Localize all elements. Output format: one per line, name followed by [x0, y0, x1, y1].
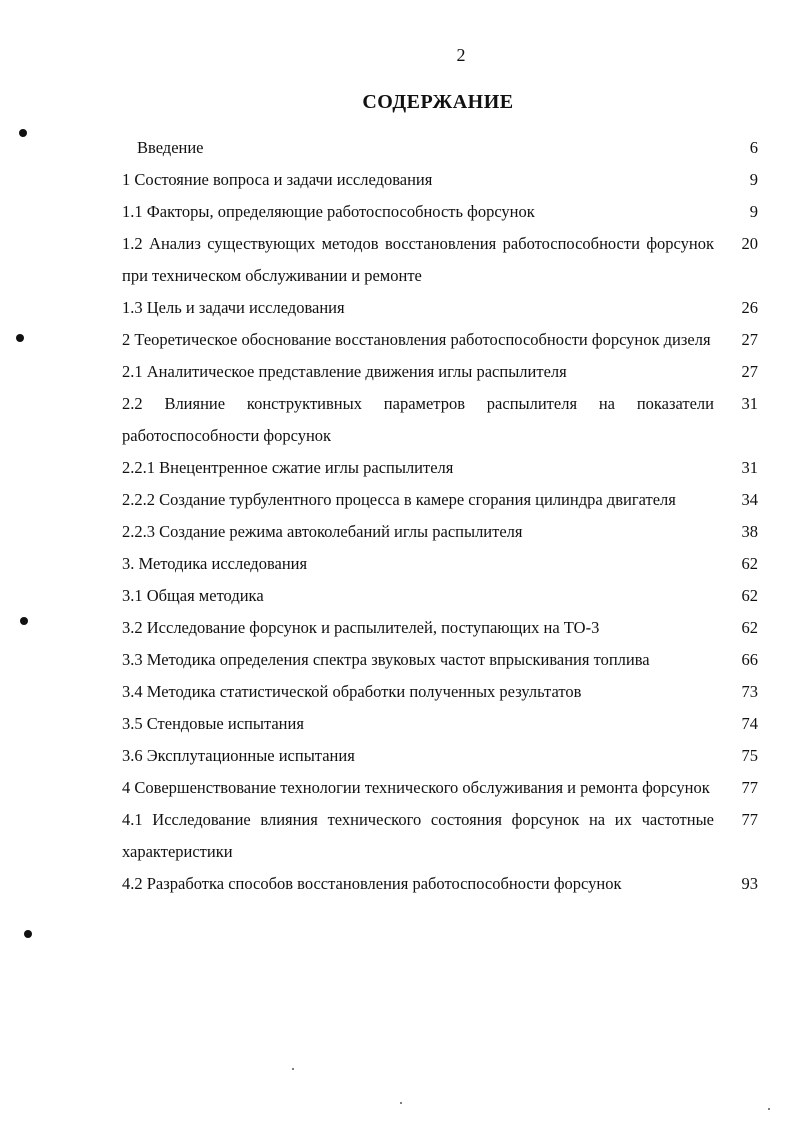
toc-entry-title: Введение [137, 138, 204, 157]
toc-entry-page: 77 [741, 810, 758, 829]
toc-entry [122, 580, 758, 612]
toc-entry [122, 772, 758, 804]
toc-entry-page: 93 [741, 874, 758, 893]
toc-entry [122, 228, 758, 292]
toc-entry [122, 804, 758, 868]
toc-entry [122, 708, 758, 740]
toc-entry-page: 77 [741, 778, 758, 797]
toc-entry-page: 62 [741, 554, 758, 573]
toc-entry-page: 74 [741, 714, 758, 733]
table-of-contents [122, 132, 758, 900]
toc-entry [122, 356, 758, 388]
toc-entry [122, 452, 758, 484]
toc-entry-page: 27 [741, 362, 758, 381]
toc-entry-title: 3. Методика исследования [122, 554, 308, 573]
toc-entry-page: 27 [741, 330, 758, 349]
toc-entry [122, 484, 758, 516]
toc-entry [122, 292, 758, 324]
toc-entry-page: 75 [741, 746, 758, 765]
toc-entry-title: 2 Теоретическое обоснование восстановления работоспособности форсунок дизеля [122, 330, 711, 349]
toc-entry-title: 1.1 Факторы, определяющие работоспособность форсунок [122, 202, 535, 221]
toc-entry-page: 9 [749, 202, 758, 221]
toc-entry-title: 1 Состояние вопроса и задачи исследования [122, 170, 433, 189]
toc-entry [122, 612, 758, 644]
toc-entry-title: 3.3 Методика определения спектра звуковых частот впрыскивания топлива [122, 650, 650, 669]
toc-entry [122, 644, 758, 676]
toc-entry [122, 324, 758, 356]
toc-entry-title: 3.5 Стендовые испытания [122, 714, 304, 733]
toc-entry-title: 3.2 Исследование форсунок и распылителей, поступающих на ТО-3 [122, 618, 600, 637]
toc-entry-page: 6 [749, 138, 758, 157]
punch-hole-mark [20, 617, 28, 625]
toc-entry-title: 2.2.3 Создание режима автоколебаний иглы распылителя [122, 522, 523, 541]
page-number: 2 [456, 45, 466, 65]
toc-entry-title: 1.3 Цель и задачи исследования [122, 298, 345, 317]
toc-entry-title: 4 Совершенствование технологии технического обслуживания и ремонта форсунок [122, 778, 710, 797]
toc-entry-page: 31 [741, 394, 758, 413]
toc-entry [122, 164, 758, 196]
toc-entry [122, 740, 758, 772]
toc-entry-title: 3.1 Общая методика [122, 586, 264, 605]
toc-entry [122, 516, 758, 548]
toc-entry [122, 868, 758, 900]
toc-entry-page: 20 [741, 234, 758, 253]
toc-entry [122, 388, 758, 452]
toc-entry-title: 1.2 Анализ существующих методов восстановления работоспособности форсунок при техническом обслуживании и ремонте [122, 234, 714, 285]
punch-hole-mark [19, 129, 27, 137]
toc-entry-title: 3.6 Эксплутационные испытания [122, 746, 355, 765]
scan-speck [292, 1068, 294, 1070]
scan-speck [768, 1108, 770, 1110]
toc-entry-page: 34 [741, 490, 758, 509]
toc-entry-page: 62 [741, 618, 758, 637]
toc-entry-title: 2.2.2 Создание турбулентного процесса в камере сгорания цилиндра двигателя [122, 490, 676, 509]
toc-entry-title: 3.4 Методика статистической обработки полученных результатов [122, 682, 582, 701]
toc-entry-title: 2.2.1 Внецентренное сжатие иглы распылителя [122, 458, 454, 477]
toc-entry-title: 2.1 Аналитическое представление движения иглы распылителя [122, 362, 567, 381]
toc-entry [122, 132, 758, 164]
toc-entry [122, 196, 758, 228]
punch-hole-mark [24, 930, 32, 938]
page-title: СОДЕРЖАНИЕ [362, 91, 514, 113]
toc-entry-page: 73 [741, 682, 758, 701]
toc-entry [122, 548, 758, 580]
toc-entry-page: 9 [749, 170, 758, 189]
punch-hole-mark [16, 334, 24, 342]
toc-entry-page: 38 [741, 522, 758, 541]
scan-speck [400, 1102, 402, 1104]
toc-entry-page: 31 [741, 458, 758, 477]
toc-entry-title: 2.2 Влияние конструктивных параметров распылителя на показатели работоспособности форсунок [122, 394, 714, 445]
toc-entry-page: 66 [741, 650, 758, 669]
toc-entry-title: 4.1 Исследование влияния технического состояния форсунок на их частотные характеристики [122, 810, 714, 861]
toc-entry-title: 4.2 Разработка способов восстановления работоспособности форсунок [122, 874, 622, 893]
toc-entry-page: 62 [741, 586, 758, 605]
toc-entry-page: 26 [741, 298, 758, 317]
toc-entry [122, 676, 758, 708]
